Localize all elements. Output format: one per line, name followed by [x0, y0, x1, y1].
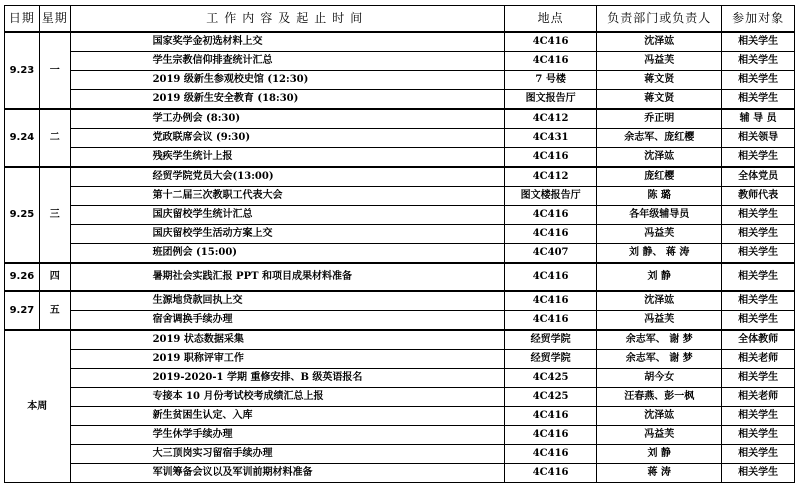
participants-cell: 相关学生	[722, 369, 795, 388]
place-cell: 4C425	[505, 369, 597, 388]
place-cell: 经贸学院	[505, 330, 597, 350]
participants-cell: 相关学生	[722, 206, 795, 225]
participants-cell: 相关学生	[722, 426, 795, 445]
weekday-cell: 五	[39, 291, 70, 330]
header-participants: 参加对象	[722, 6, 795, 33]
week-label: 本周	[5, 330, 71, 483]
place-cell: 图文楼报告厅	[505, 187, 597, 206]
place-cell: 4C416	[505, 426, 597, 445]
participants-cell: 相关老师	[722, 350, 795, 369]
content-cell: 暑期社会实践汇报 PPT 和项目成果材料准备	[70, 263, 504, 291]
responsible-cell: 胡今女	[597, 369, 722, 388]
header-place: 地点	[505, 6, 597, 33]
responsible-cell: 蒋 涛	[597, 464, 722, 483]
responsible-cell: 刘 静	[597, 445, 722, 464]
participants-cell: 相关领导	[722, 129, 795, 148]
responsible-cell: 乔正明	[597, 109, 722, 129]
responsible-cell: 沈泽竑	[597, 291, 722, 311]
place-cell: 4C416	[505, 206, 597, 225]
responsible-cell: 沈泽竑	[597, 32, 722, 52]
schedule-row	[5, 109, 795, 129]
responsible-cell: 各年级辅导员	[597, 206, 722, 225]
responsible-cell: 冯益芙	[597, 426, 722, 445]
responsible-cell: 刘 静、 蒋 涛	[597, 244, 722, 264]
responsible-cell: 余志军、庞红樱	[597, 129, 722, 148]
content-cell: 大三顶岗实习留宿手续办理	[70, 445, 504, 464]
date-cell: 9.23	[5, 32, 40, 109]
content-cell: 2019 职称评审工作	[70, 350, 504, 369]
place-cell: 4C416	[505, 407, 597, 426]
place-cell: 4C416	[505, 311, 597, 331]
participants-cell: 相关学生	[722, 311, 795, 331]
header-responsible: 负责部门或负责人	[597, 6, 722, 33]
content-cell: 专接本 10 月份考试校考成绩汇总上报	[70, 388, 504, 407]
responsible-cell: 陈 璐	[597, 187, 722, 206]
content-cell: 国家奖学金初选材料上交	[70, 32, 504, 52]
participants-cell: 辅 导 员	[722, 109, 795, 129]
responsible-cell: 余志军、 谢 梦	[597, 330, 722, 350]
schedule-row	[5, 52, 795, 71]
schedule-row	[5, 407, 795, 426]
schedule-row	[5, 445, 795, 464]
content-cell: 残疾学生统计上报	[70, 148, 504, 168]
schedule-row	[5, 388, 795, 407]
place-cell: 4C416	[505, 263, 597, 291]
content-cell: 学工办例会 (8:30)	[70, 109, 504, 129]
schedule-row	[5, 167, 795, 187]
weekday-cell: 二	[39, 109, 70, 167]
schedule-row	[5, 369, 795, 388]
schedule-row	[5, 263, 795, 291]
participants-cell: 全体党员	[722, 167, 795, 187]
participants-cell: 相关学生	[722, 291, 795, 311]
place-cell: 图文报告厅	[505, 90, 597, 110]
place-cell: 4C416	[505, 148, 597, 168]
participants-cell: 相关学生	[722, 32, 795, 52]
schedule-row	[5, 244, 795, 264]
responsible-cell: 刘 静	[597, 263, 722, 291]
schedule-row	[5, 90, 795, 110]
place-cell: 4C416	[505, 464, 597, 483]
place-cell: 4C416	[505, 291, 597, 311]
content-cell: 军训筹备会议以及军训前期材料准备	[70, 464, 504, 483]
content-cell: 2019 级新生安全教育 (18:30)	[70, 90, 504, 110]
schedule-row	[5, 206, 795, 225]
place-cell: 经贸学院	[505, 350, 597, 369]
schedule-row	[5, 426, 795, 445]
participants-cell: 教师代表	[722, 187, 795, 206]
content-cell: 2019 级新生参观校史馆 (12:30)	[70, 71, 504, 90]
weekday-cell: 四	[39, 263, 70, 291]
header-weekday: 星期	[39, 6, 70, 33]
schedule-row	[5, 350, 795, 369]
participants-cell: 相关学生	[722, 244, 795, 264]
responsible-cell: 冯益芙	[597, 311, 722, 331]
place-cell: 4C412	[505, 167, 597, 187]
schedule-row	[5, 129, 795, 148]
header-row	[5, 6, 795, 33]
participants-cell: 相关学生	[722, 263, 795, 291]
participants-cell: 相关学生	[722, 90, 795, 110]
schedule-row	[5, 330, 795, 350]
responsible-cell: 沈泽竑	[597, 148, 722, 168]
responsible-cell: 庞红樱	[597, 167, 722, 187]
responsible-cell: 汪春燕、彭一枫	[597, 388, 722, 407]
responsible-cell: 沈泽竑	[597, 407, 722, 426]
weekday-cell: 三	[39, 167, 70, 263]
schedule-row	[5, 187, 795, 206]
schedule-row	[5, 148, 795, 168]
participants-cell: 相关学生	[722, 225, 795, 244]
content-cell: 党政联席会议 (9:30)	[70, 129, 504, 148]
weekday-cell: 一	[39, 32, 70, 109]
date-cell: 9.27	[5, 291, 40, 330]
participants-cell: 相关学生	[722, 71, 795, 90]
content-cell: 生源地贷款回执上交	[70, 291, 504, 311]
place-cell: 4C412	[505, 109, 597, 129]
schedule-body	[5, 32, 795, 483]
weekly-schedule-table	[4, 5, 795, 483]
content-cell: 学生休学手续办理	[70, 426, 504, 445]
content-cell: 学生宗教信仰排查统计汇总	[70, 52, 504, 71]
content-cell: 班团例会 (15:00)	[70, 244, 504, 264]
schedule-row	[5, 32, 795, 52]
date-cell: 9.25	[5, 167, 40, 263]
schedule-row	[5, 225, 795, 244]
content-cell: 新生贫困生认定、入库	[70, 407, 504, 426]
schedule-row	[5, 291, 795, 311]
schedule-row	[5, 311, 795, 331]
content-cell: 第十二届三次教职工代表大会	[70, 187, 504, 206]
header-date: 日期	[5, 6, 40, 33]
place-cell: 4C425	[505, 388, 597, 407]
place-cell: 4C431	[505, 129, 597, 148]
content-cell: 2019 状态数据采集	[70, 330, 504, 350]
participants-cell: 相关学生	[722, 407, 795, 426]
date-cell: 9.26	[5, 263, 40, 291]
schedule-row	[5, 464, 795, 483]
schedule-row	[5, 71, 795, 90]
place-cell: 4C416	[505, 52, 597, 71]
date-cell: 9.24	[5, 109, 40, 167]
responsible-cell: 蒋文贤	[597, 90, 722, 110]
responsible-cell: 冯益芙	[597, 52, 722, 71]
place-cell: 4C416	[505, 445, 597, 464]
participants-cell: 全体教师	[722, 330, 795, 350]
header-content: 工作内容及起止时间	[70, 6, 504, 33]
responsible-cell: 余志军、 谢 梦	[597, 350, 722, 369]
participants-cell: 相关学生	[722, 148, 795, 168]
content-cell: 宿舍调换手续办理	[70, 311, 504, 331]
content-cell: 经贸学院党员大会(13:00)	[70, 167, 504, 187]
responsible-cell: 冯益芙	[597, 225, 722, 244]
place-cell: 4C416	[505, 32, 597, 52]
participants-cell: 相关老师	[722, 388, 795, 407]
place-cell: 7 号楼	[505, 71, 597, 90]
participants-cell: 相关学生	[722, 52, 795, 71]
content-cell: 国庆留校学生统计汇总	[70, 206, 504, 225]
place-cell: 4C407	[505, 244, 597, 264]
content-cell: 2019-2020-1 学期 重修安排、B 级英语报名	[70, 369, 504, 388]
place-cell: 4C416	[505, 225, 597, 244]
participants-cell: 相关学生	[722, 464, 795, 483]
responsible-cell: 蒋文贤	[597, 71, 722, 90]
participants-cell: 相关学生	[722, 445, 795, 464]
content-cell: 国庆留校学生活动方案上交	[70, 225, 504, 244]
